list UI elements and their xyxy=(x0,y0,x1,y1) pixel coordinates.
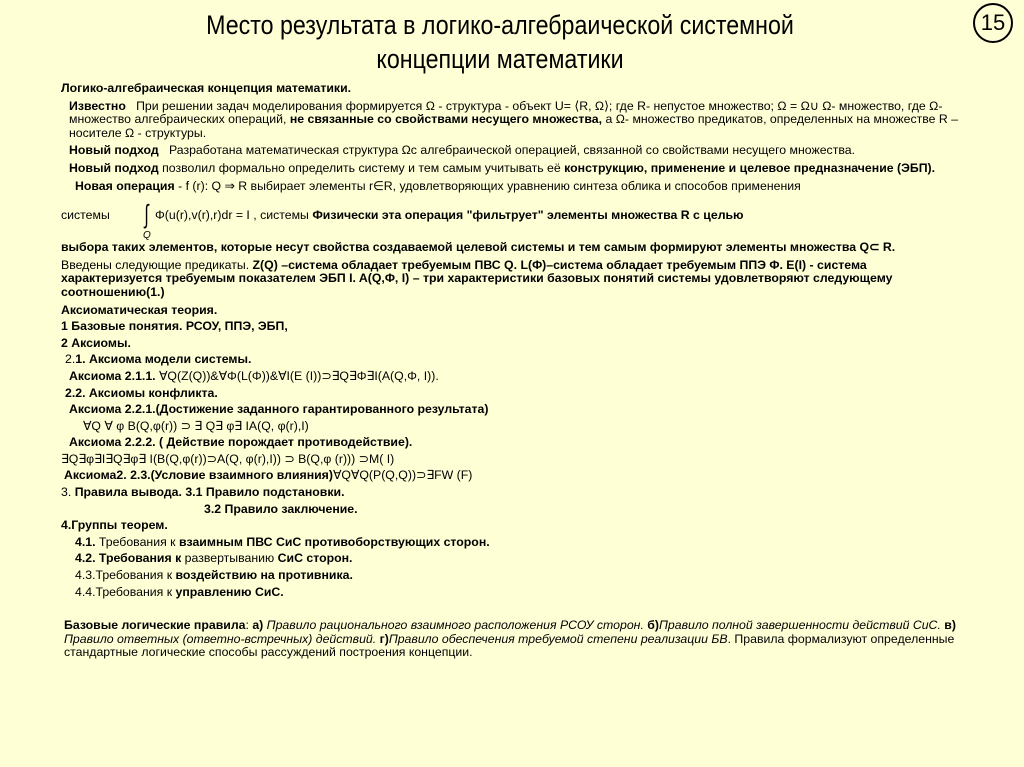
rules-num: 3. xyxy=(61,485,75,500)
t43-light: 4.3.Требования к xyxy=(75,568,176,583)
known-label: Известно xyxy=(69,98,126,113)
t42-bold2: СиС сторон. xyxy=(274,551,353,566)
item-theorem-4-4 xyxy=(61,586,961,600)
t41-bold: взаимным ПВС СиС противоборствующих сторон. xyxy=(178,534,490,549)
slide-title: Место результата в логико-алгебраической системной концепции математики xyxy=(206,10,794,74)
item-theorems: 4.Группы теорем. xyxy=(61,518,168,533)
item-axiom-2-1-1 xyxy=(61,370,961,384)
new-approach2-label: Новый подход xyxy=(69,160,159,175)
t41-num: 4.1. xyxy=(75,534,96,549)
t43-bold: воздействию на противника. xyxy=(175,568,353,583)
new-approach2-text: позволил формально определить систему и тем самым учитывать её xyxy=(158,160,565,175)
new-op-label: Новая операция xyxy=(75,178,175,193)
paragraph-new-approach-2 xyxy=(61,162,961,176)
formula-bold-text: Физически эта операция "фильтрует" элементы множества R с целью xyxy=(312,208,744,223)
rules-block-tail: . Правила формализуют определенные стандартные логические способы рассуждений построения концепции. xyxy=(64,631,955,660)
formula-label: системы xyxy=(61,208,110,223)
item-axiom-2-2-3 xyxy=(61,469,961,483)
integral-formula-row xyxy=(61,201,961,241)
axiom-2-2-3-formula: ∀Q∀Q(P(Q,Q))⊃∃FW (F) xyxy=(332,468,473,483)
rule-g-text: Правило обеспечения требуемой степени реализации БВ xyxy=(388,631,728,646)
new-approach-text: Разработана математическая структура Ωс алгебраической операцией, связанной со свойствами несущего множества. xyxy=(168,143,855,158)
item-axiom-2-1 xyxy=(61,353,961,367)
item-rule-3-2: 3.2 Правило заключение. xyxy=(204,501,358,516)
axiom-2-1-num: 2. xyxy=(65,352,76,367)
item-axiom-2-2-1: Аксиома 2.2.1.(Достижение заданного гарантированного результата) xyxy=(69,402,489,417)
rule-a-marker: а) xyxy=(252,618,264,633)
t44-light: 4.4.Требования к xyxy=(75,584,176,599)
t44-bold: управлению СиС. xyxy=(175,584,284,599)
rule-b-text: Правило полной завершенности действий СиС. xyxy=(658,618,945,633)
paragraph-known xyxy=(61,100,961,141)
integral-subscript: Q xyxy=(143,230,151,242)
item-axiom-2-2-2: Аксиома 2.2.2. ( Действие порождает противодействие). xyxy=(69,435,413,450)
axiom-2-1-label: 1. Аксиома модели системы. xyxy=(75,352,252,367)
item-axiom-2-2-2-formula: ∃Q∃φ∃I∃Q∃φ∃ I(B(Q,φ(r))⊃A(Q, φ(r),I)) ⊃ B(Q,φ (r))) ⊃M( I) xyxy=(61,451,395,466)
rules-block-colon: : xyxy=(245,618,253,633)
item-basic-concepts: 1 Базовые понятия. РСОУ, ППЭ, ЭБП, xyxy=(61,319,288,334)
rules-label: Правила вывода. 3.1 Правило подстановки. xyxy=(74,485,345,500)
new-op-text: - f (r): Q ⇒ R выбирает элементы r∈R, удовлетворяющих уравнению синтеза облика и способов применения xyxy=(174,178,801,193)
t41-light: Требования к xyxy=(95,534,179,549)
rule-v-marker: в) xyxy=(944,618,956,633)
axiom-2-2-3-label: Аксиома2. 2.3.(Условие взаимного влияния) xyxy=(64,468,333,483)
slide-number-badge: 15 xyxy=(973,3,1013,43)
rule-b-marker: б) xyxy=(647,618,659,633)
paragraph-new-operation xyxy=(61,180,961,194)
known-text-1: При решении задач моделирования формируется Ω - структура - объект U= ⟨R, Ω⟩; где R- непустое множество; Ω = Ω∪ Ω- множество, где Ω-множество алгебраических операций, xyxy=(69,98,943,127)
axiom-2-1-1-label: Аксиома 2.1.1. xyxy=(69,368,156,383)
rule-v-text: Правило ответных (ответно-встречных) действий. xyxy=(64,631,380,646)
rule-g-marker: г) xyxy=(379,631,389,646)
known-bold: не связанные со свойствами несущего множества, xyxy=(289,112,603,127)
t42-light: развертыванию xyxy=(184,551,275,566)
paragraph-predicates xyxy=(61,259,961,300)
axiomatic-heading: Аксиоматическая теория. xyxy=(61,302,218,317)
formula-expr-text: Φ(u(r),v(r),r)dr = I , системы xyxy=(155,208,313,223)
rule-a-text: Правило рационального взаимного расположения РСОУ сторон. xyxy=(263,618,648,633)
item-theorem-4-3 xyxy=(61,569,961,583)
rules-block-label: Базовые логические правила xyxy=(64,618,246,633)
item-axiom-2-2: 2.2. Аксиомы конфликта. xyxy=(65,385,218,400)
paragraph-new-approach xyxy=(61,144,961,158)
axiom-2-1-1-formula: ∀Q(Z(Q))&∀Φ(L(Φ))&∀I(E (I))⊃∃Q∃Φ∃I(A(Q,Φ, I)). xyxy=(155,368,439,383)
item-rules xyxy=(61,486,961,500)
known-text-2: а Ω- множество предикатов, определенных на множестве R – носителе Ω - структуры. xyxy=(69,112,959,140)
new-approach2-bold: конструкцию, применение и целевое предназначение (ЭБП). xyxy=(564,160,936,175)
section-heading: Логико-алгебраическая концепция математики. xyxy=(61,81,352,95)
item-axioms: 2 Аксиомы. xyxy=(61,335,131,350)
integral-symbol: ∫ xyxy=(144,199,149,230)
slide-body xyxy=(61,82,961,660)
item-theorem-4-1 xyxy=(61,536,961,550)
formula-expression xyxy=(155,209,744,223)
item-theorem-4-2 xyxy=(61,552,961,566)
predicates-intro: Введены следующие предикаты. xyxy=(61,257,253,272)
filter-continuation: выбора таких элементов, которые несут свойства создаваемой целевой системы и тем самым формируют элементы множества Q⊂ R. xyxy=(61,240,896,255)
paragraph-logic-rules xyxy=(61,619,961,660)
t42-bold: 4.2. Требования к xyxy=(75,551,185,566)
new-approach-label: Новый подход xyxy=(69,143,159,158)
predicates-bold: Z(Q) –система обладает требуемым ПВС Q. L(Φ)–система обладает требуемым ППЭ Φ. E(I) - система характеризуется требуемым показателем ЭБП I. A(Q,Φ, I) – три характеристики базовых понятий системы удовлетворяют следующему соотношению(1.) xyxy=(61,257,893,299)
item-axiom-2-2-1-formula: ∀Q ∀ φ B(Q,φ(r)) ⊃ ∃ Q∃ φ∃ IA(Q, φ(r),I) xyxy=(83,418,309,433)
